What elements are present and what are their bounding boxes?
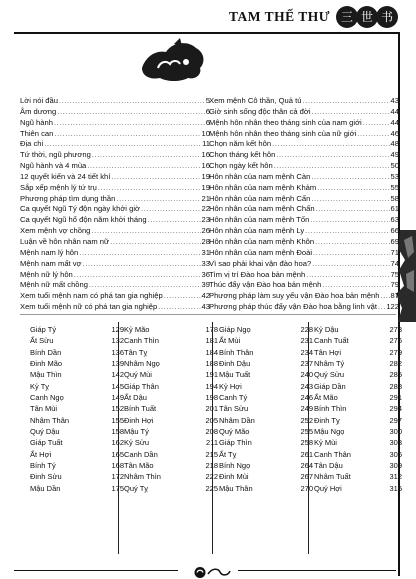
index-entry: Ất Hợi 165 <box>30 449 124 459</box>
index-entry: Mậu Thìn 142 <box>30 370 124 380</box>
index-column-2 <box>124 324 218 494</box>
toc-entry: Ngũ hành ..... 6 <box>20 118 210 129</box>
index-entry: Ất Tỵ 261 <box>219 449 313 459</box>
index-entry: Tân Hợi 279 <box>314 347 402 357</box>
toc-entry: 12 quyết kiến và 24 tiết khí ..... 19 <box>20 172 210 183</box>
index-entry: Ất Dậu 198 <box>124 393 218 403</box>
index-column-1 <box>30 324 124 494</box>
toc-entry: Tìm vị trí Đào hoa bản mệnh ..... 75 <box>209 270 399 281</box>
index-entry: Canh Ngọ 149 <box>30 393 124 403</box>
index-entry: Ất Mùi 231 <box>219 336 313 346</box>
toc-entry: Địa chi ..... 11 <box>20 139 210 150</box>
index-entry: Bính Ngọ 264 <box>219 461 313 471</box>
cloud-emblem-icon <box>140 38 206 82</box>
index-entry: Kỷ Sửu 211 <box>124 438 218 448</box>
seal-glyph-2: 世 <box>356 6 378 28</box>
index-entry: Nhâm Thân 155 <box>30 415 124 425</box>
seal-glyph-1: 三 <box>336 6 358 28</box>
index-entry: Nhâm Ngọ 188 <box>124 359 218 369</box>
index-entry: Canh Tuất 276 <box>314 336 402 346</box>
index-entry: Quý Dậu 158 <box>30 427 124 437</box>
index-entry: Bính Dần 136 <box>30 347 124 357</box>
toc-entry: Xem mệnh vợ chồng ..... 26 <box>20 226 210 237</box>
toc-entry: Xem tuổi mệnh nữ có phá tan gia nghiệp ..... 43 <box>20 302 210 313</box>
index-entry: Canh Tý 246 <box>219 393 313 403</box>
toc-entry: Ngũ hành và 4 mùa ..... 16 <box>20 161 210 172</box>
toc-entry: Hôn nhân của nam mệnh Chấn ..... 61 <box>209 204 399 215</box>
toc-entry: Chọn năm kết hôn ..... 48 <box>209 139 399 150</box>
index-entry: Ất Mão 291 <box>314 393 402 403</box>
index-entry: Đinh Dậu 237 <box>219 359 313 369</box>
index-entry: Mậu Ngọ 300 <box>314 427 402 437</box>
index-entry: Nhâm Thìn 222 <box>124 472 218 482</box>
toc-entry: Sắp xếp mệnh lý tứ trụ ..... 19 <box>20 183 210 194</box>
toc-entry: Mệnh hôn nhân theo tháng sinh của nam giới ..... 44 <box>209 118 399 129</box>
book-title: TAM THẾ THƯ <box>228 9 330 24</box>
toc-entry: Hôn nhân của nam mệnh Khôn ..... 69 <box>209 237 399 248</box>
index-entry: Mậu Tuất 240 <box>219 370 313 380</box>
toc-entry: Mệnh nữ mất chồng ..... 39 <box>20 280 210 291</box>
toc-entry: Ca quyết Ngũ Tý độn ngày khởi giờ ..... 22 <box>20 204 210 215</box>
index-entry: Quý Sửu 285 <box>314 370 402 380</box>
toc-entry: Thiên can ..... 10 <box>20 129 210 140</box>
index-entry: Ất Sửu 132 <box>30 336 124 346</box>
index-entry: Nhâm Dần 252 <box>219 415 313 425</box>
toc-entry: Hôn nhân của nam mệnh Ly ..... 66 <box>209 226 399 237</box>
toc-entry: Ca quyết Ngũ hổ độn năm khởi tháng ..... 23 <box>20 215 210 226</box>
index-entry: Canh Thân 306 <box>314 449 402 459</box>
index-entry: Canh Thìn 181 <box>124 336 218 346</box>
index-entry: Giáp Tý 129 <box>30 325 124 334</box>
index-column-3 <box>219 324 313 494</box>
toc-entry: Mệnh nam mất vợ ..... 33 <box>20 259 210 270</box>
index-entry: Tân Mão 218 <box>124 461 218 471</box>
toc-entry: Mệnh hôn nhân theo tháng sinh của nữ giới ..... 46 <box>209 129 399 140</box>
seal-glyph-3: 书 <box>376 6 398 28</box>
index-entry: Giáp Ngọ 228 <box>219 325 313 334</box>
toc-entry: Lời nói đầu ..... 5 <box>20 96 210 107</box>
index-column-4 <box>314 324 402 494</box>
footer-ornament-icon <box>178 566 238 579</box>
index-entry: Tân Tỵ 184 <box>124 347 218 357</box>
toc-entry: Giờ sinh sống độc thân cả đời ..... 44 <box>209 107 399 118</box>
toc-entry: Chọn ngày kết hôn ..... 50 <box>209 161 399 172</box>
toc-entry: Hôn nhân của nam mệnh Càn ..... 53 <box>209 172 399 183</box>
index-entry: Bính Tuất 201 <box>124 404 218 414</box>
toc-entry: Phương pháp làm suy yếu vận Đào hoa bản mệnh ..... 87 <box>209 291 399 302</box>
toc-entry: Xem mệnh Cô thần, Quả tú ..... 43 <box>209 96 399 107</box>
index-entry: Đinh Tỵ 297 <box>314 415 402 425</box>
index-entry: Mậu Dần 175 <box>30 483 124 493</box>
toc-entry: Phương pháp thúc đẩy vận Đào hoa bằng linh vật ..... 122 <box>209 302 399 313</box>
index-entry: Kỷ Hợi 243 <box>219 381 313 391</box>
toc-entry: Hôn nhân của nam mệnh Tốn ..... 63 <box>209 215 399 226</box>
index-entry: Quý Mão 255 <box>219 427 313 437</box>
toc-entry: Chọn tháng kết hôn ..... 49 <box>209 150 399 161</box>
index-entry: Bính Thìn 294 <box>314 404 402 414</box>
index-entry: Giáp Dần 288 <box>314 381 402 391</box>
toc-entry: Thúc đẩy vận Đào hoa bản mệnh ..... 79 <box>209 280 399 291</box>
index-entry: Đinh Hợi 205 <box>124 415 218 425</box>
toc-entry: Mệnh nữ lý hôn ..... 36 <box>20 270 210 281</box>
toc-entry: Mệnh nam lý hôn ..... 31 <box>20 248 210 259</box>
index-entry: Kỷ Dậu 273 <box>314 325 402 334</box>
index-entry: Đinh Mùi 267 <box>219 472 313 482</box>
index-entry: Đinh Sửu 172 <box>30 472 124 482</box>
index-entry: Nhâm Tuất 312 <box>314 472 402 482</box>
toc-entry: Tứ thời, ngũ phương ..... 16 <box>20 150 210 161</box>
index-entry: Kỷ Mùi 303 <box>314 438 402 448</box>
index-entry: Nhâm Tý 282 <box>314 359 402 369</box>
index-entry: Kỷ Mão 178 <box>124 325 218 334</box>
index-entry: Quý Hợi 315 <box>314 483 402 493</box>
index-entry: Giáp Thìn 258 <box>219 438 313 448</box>
index-entry: Đinh Mão 139 <box>30 359 124 369</box>
warrior-illustration-icon <box>396 230 416 322</box>
index-entry: Tân Dậu 309 <box>314 461 402 471</box>
index-entry: Bính Thân 234 <box>219 347 313 357</box>
section-divider <box>20 314 396 315</box>
toc-entry: Hôn nhân của nam mệnh Cấn ..... 58 <box>209 194 399 205</box>
index-entry: Quý Tỵ 225 <box>124 483 218 493</box>
index-entry: Bính Tý 168 <box>30 461 124 471</box>
toc-entry: Hôn nhân của nam mệnh Đoài ..... 71 <box>209 248 399 259</box>
index-entry: Giáp Thân 194 <box>124 381 218 391</box>
toc-entry: Xem tuổi mệnh nam có phá tan gia nghiệp ..... 42 <box>20 291 210 302</box>
toc-entry: Phương pháp tìm dụng thần ..... 21 <box>20 194 210 205</box>
index-entry: Mậu Thân 270 <box>219 483 313 493</box>
index-entry: Canh Dần 215 <box>124 449 218 459</box>
toc-entry: Âm dương ..... 6 <box>20 107 210 118</box>
index-entry: Tân Mùi 152 <box>30 404 124 414</box>
toc-entry: Vì sao phải khai vận đào hoa? ..... 74 <box>209 259 399 270</box>
index-entry: Giáp Tuất 162 <box>30 438 124 448</box>
toc-entry: Luận về hôn nhân nam nữ ..... 28 <box>20 237 210 248</box>
toc-left-column <box>20 96 210 313</box>
toc-entry: Hôn nhân của nam mệnh Khảm ..... 55 <box>209 183 399 194</box>
toc-right-column <box>209 96 399 313</box>
index-entry: Mậu Tý 208 <box>124 427 218 437</box>
index-entry: Quý Mùi 191 <box>124 370 218 380</box>
index-entry: Kỷ Tỵ 145 <box>30 381 124 391</box>
index-entry: Tân Sửu 249 <box>219 404 313 414</box>
